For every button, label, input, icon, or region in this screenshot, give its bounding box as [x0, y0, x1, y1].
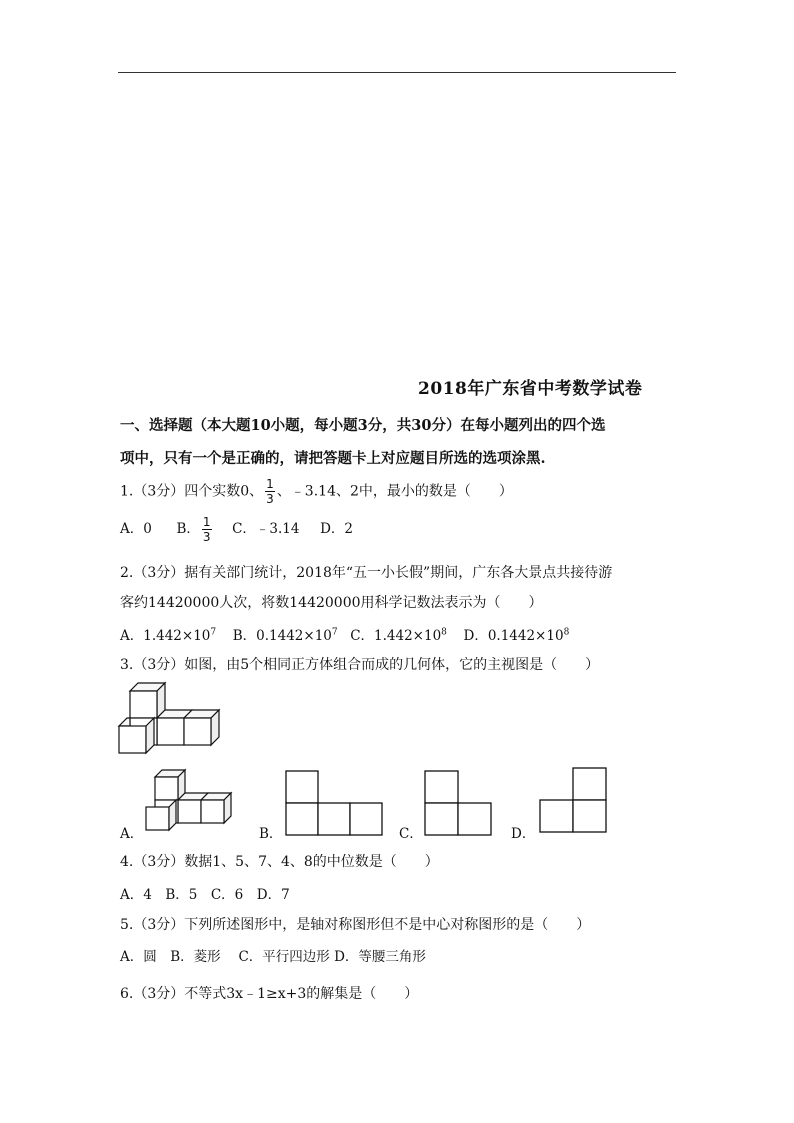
q2-opt-c: C．1.442×10 [350, 628, 442, 644]
q3-opt-a-figure [146, 770, 246, 832]
q3-opt-b-figure [286, 770, 386, 836]
q2-opt-b-exp: 7 [331, 627, 338, 638]
q2-opt-d-exp: 8 [563, 627, 570, 638]
q4-options: A．4 B．5 C．6 D．7 [120, 887, 290, 903]
q1-opt-b-num: 1 [202, 515, 211, 529]
q3-opt-c-figure [425, 770, 495, 836]
q1-frac-den: 3 [266, 492, 274, 506]
q1-suffix: 、﹣3.14、2中，最小的数是（ ） [276, 483, 513, 500]
q1-opt-a: A．0 [120, 521, 152, 537]
q2-opt-b: B．0.1442×10 [232, 628, 332, 644]
q1-prefix: 1.（3分）四个实数0、 [120, 483, 264, 500]
question-3: 3.（3分）如图，由5个相同正方体组合而成的几何体，它的主视图是（ ） [120, 657, 600, 673]
q2-opt-d: D．0.1442×10 [463, 628, 564, 644]
question-5: 5.（3分）下列所述图形中，是轴对称图形但不是中心对称图形的是（ ） [120, 917, 591, 933]
q2-opt-a: A．1.442×10 [120, 628, 211, 644]
header-rule [118, 72, 676, 73]
question-6: 6.（3分）不等式3x﹣1≥x+3的解集是（ ） [120, 986, 419, 1002]
q1-options [120, 516, 353, 543]
q1-opt-d: D．2 [320, 521, 353, 537]
q3-opt-d-figure [539, 767, 609, 833]
q5-options: A．圆 B．菱形 C．平行四边形 D．等腰三角形 [120, 949, 426, 965]
q3-opt-b-label: B． [259, 826, 283, 842]
q1-opt-b-den: 3 [202, 530, 211, 544]
q3-opt-c-label: C． [399, 826, 423, 842]
q1-opt-c: C．﹣3.14 [232, 521, 300, 537]
q2-options [120, 624, 569, 644]
question-2-line1: 2.（3分）据有关部门统计，2018年“五一小长假”期间，广东各大景点共接待游 [120, 565, 613, 581]
exam-title: 2018年广东省中考数学试卷 [418, 379, 643, 399]
question-2-line2: 客约14420000人次，将数14420000用科学记数法表示为（ ） [120, 595, 543, 611]
q1-frac-num: 1 [266, 477, 274, 491]
q1-opt-b-label: B． [176, 521, 200, 537]
section-heading-line1: 一、选择题（本大题10小题，每小题3分，共30分）在每小题列出的四个选 [120, 417, 606, 434]
q3-opt-a-label: A． [120, 826, 144, 842]
q2-opt-c-exp: 8 [441, 627, 447, 638]
question-1 [120, 478, 513, 505]
q2-opt-a-exp: 7 [210, 627, 217, 638]
q3-cube-figure [119, 682, 229, 758]
q3-opt-d-label: D． [511, 826, 536, 842]
section-heading-line2: 项中，只有一个是正确的，请把答题卡上对应题目所选的选项涂黑. [120, 450, 546, 467]
question-4: 4.（3分）数据1、5、7、4、8的中位数是（ ） [120, 854, 439, 870]
q1-fraction [265, 478, 275, 505]
q1-opt-b-fraction [202, 516, 212, 543]
